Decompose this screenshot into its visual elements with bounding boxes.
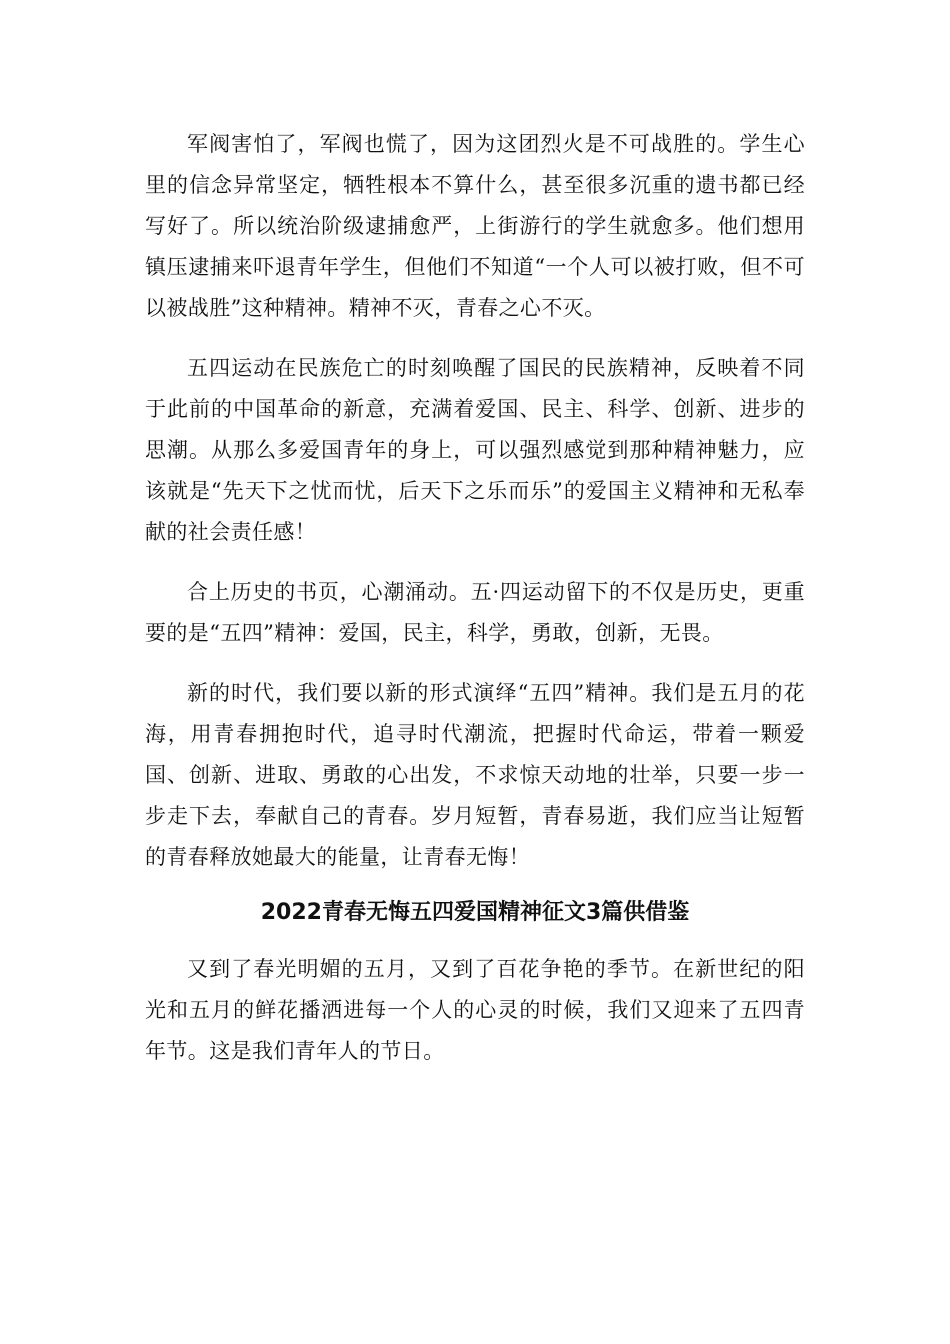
- section-title: 2022青春无悔五四爱国精神征文3篇供借鉴: [260, 900, 690, 925]
- paragraph-spring-may: 又到了春光明媚的五月，又到了百花争艳的季节。在新世纪的阳光和五月的鲜花播洒进每一个人的心灵的时候，我们又迎来了五四青年节。这是我们青年人的节日。: [145, 957, 805, 1063]
- paragraph-may-fourth-movement: 五四运动在民族危亡的时刻唤醒了国民的民族精神，反映着不同于此前的中国革命的新意，充满着爱国、民主、科学、创新、进步的思潮。从那么多爱国青年的身上，可以强烈感觉到那种精神魅力，应该就是“先天下之忧而忧，后天下之乐而乐”的爱国主义精神和无私奉献的社会责任感！: [145, 356, 805, 544]
- paragraph-new-era: 新的时代，我们要以新的形式演绎“五四”精神。我们是五月的花海，用青春拥抱时代，追寻时代潮流，把握时代命运，带着一颗爱国、创新、进取、勇敢的心出发，不求惊天动地的壮举，只要一步一步走下去，奉献自己的青春。岁月短暂，青春易逝，我们应当让短暂的青春释放她最大的能量，让青春无悔！: [145, 681, 805, 869]
- document-body: [145, 124, 805, 1091]
- paragraph-warlords: 军阀害怕了，军阀也慌了，因为这团烈火是不可战胜的。学生心里的信念异常坚定，牺牲根本不算什么，甚至很多沉重的遗书都已经写好了。所以统治阶级逮捕愈严，上街游行的学生就愈多。他们想用镇压逮捕来吓退青年学生，但他们不知道“一个人可以被打败，但不可以被战胜”这种精神。精神不灭，青春之心不灭。: [145, 132, 805, 320]
- paragraph-history-pages: 合上历史的书页，心潮涌动。五·四运动留下的不仅是历史，更重要的是“五四”精神：爱国，民主，科学，勇敢，创新，无畏。: [145, 580, 805, 645]
